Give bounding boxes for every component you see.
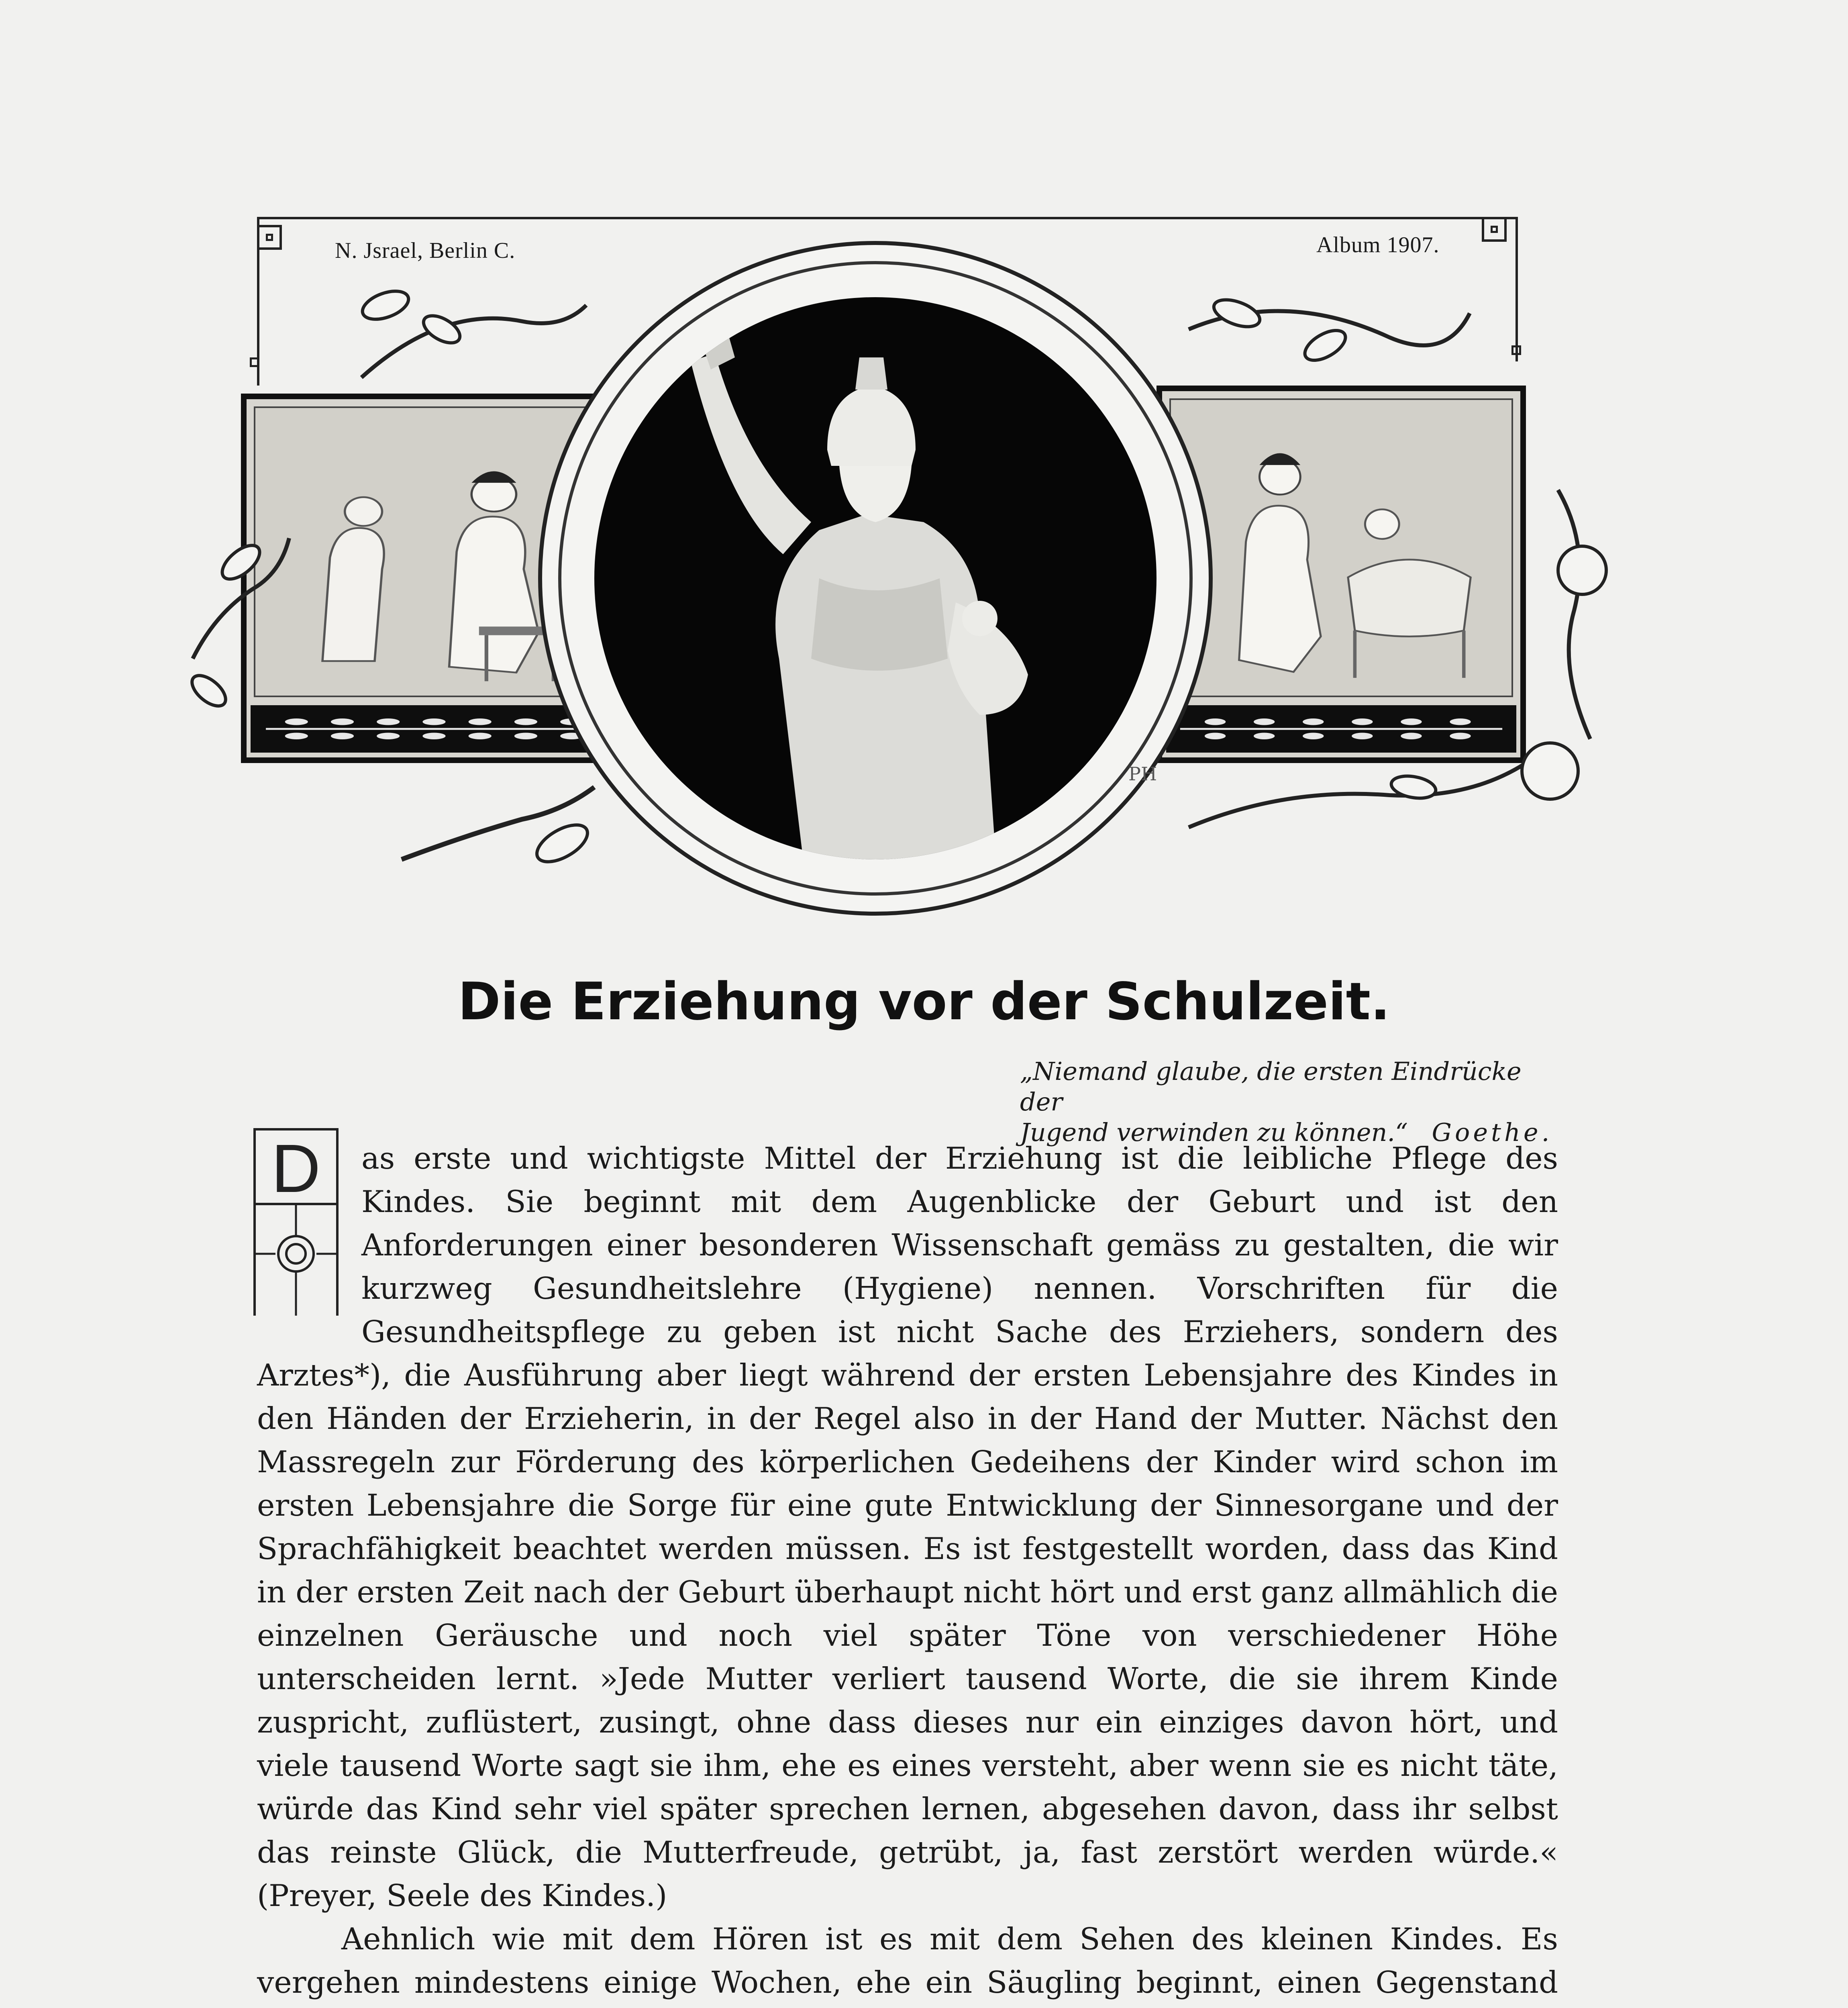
header-rule (257, 217, 1518, 219)
motto-line-2-text: Jugend verwinden zu können.“ (1020, 1118, 1408, 1147)
article-title: Die Erziehung vor der Schulzeit. (458, 972, 1390, 1032)
album-label: Album 1907. (1316, 233, 1440, 257)
dropcap-letter: D (271, 1131, 321, 1207)
artist-signature: PH (1128, 763, 1157, 785)
athena-statue-photo (594, 297, 1157, 859)
paragraph-2: Aehnlich wie mit dem Hören ist es mit dem Sehen des kleinen Kindes. Es vergehen mindestens einige Wochen, ehe ein Säugling beginnt, einen Gegenstand (257, 1921, 1558, 2000)
motto-author: Goethe. (1432, 1118, 1553, 1147)
dropcap-spacer (257, 1137, 361, 1315)
corner-ornament-right (1482, 217, 1507, 242)
floral-vine-right-icon (1165, 265, 1638, 892)
motto-line-1: „Niemand glaube, die ersten Eindrücke der (1020, 1057, 1522, 1116)
article-body (257, 1137, 1558, 2008)
paragraph-1: as erste und wichtigste Mittel der Erziehung ist die leibliche Pflege des Kindes. Sie beginnt mit dem Augenblicke der Geburt und ist den Anforderungen einer besonderen Wissenschaft gemäss zu gestalten, die wir kurzweg Gesundheitslehre (Hygiene) nennen. Vorschriften für die Gesundheitspflege zu geben ist nicht Sache des Erziehers, sondern des Arztes*), die Ausführung aber liegt während der ersten Lebensjahre des Kindes in den Händen der Erzieherin, in der Regel also in der Hand der Mutter. Nächst den Massregeln zur Förderung des körperlichen Gedeihens der Kinder wird schon im ersten Lebensjahre die Sorge für eine gute Entwicklung der Sinnesorgane und der Sprachfähigkeit beachtet werden müssen. Es ist festgestellt worden, dass das Kind in der ersten Zeit nach der Geburt überhaupt nicht hört und erst ganz allmählich die einzelnen Geräusche und noch viel später Töne von verschiedener Höhe unterscheiden lernt. »Jede Mutter verliert tausend Worte, die sie ihrem Kinde zuspricht, zuflüstert, zusingt, ohne dass dieses nur ein einziges davon hört, und viele tausend Worte sagt sie ihm, ehe es eines versteht, aber wenn sie es nicht täte, würde das Kind sehr viel später sprechen lernen, abgesehen davon, dass ihr selbst das reinste Glück, die Mutterfreude, getrübt, ja, fast zerstört werden würde.« (Preyer, Seele des Kindes.) (257, 1141, 1558, 1913)
motto (1020, 1056, 1558, 1148)
publisher-label: N. Jsrael, Berlin C. (335, 238, 516, 263)
athena-figure-icon (594, 297, 1157, 859)
corner-ornament-left (257, 225, 282, 250)
floral-vine-left-icon (161, 257, 602, 900)
